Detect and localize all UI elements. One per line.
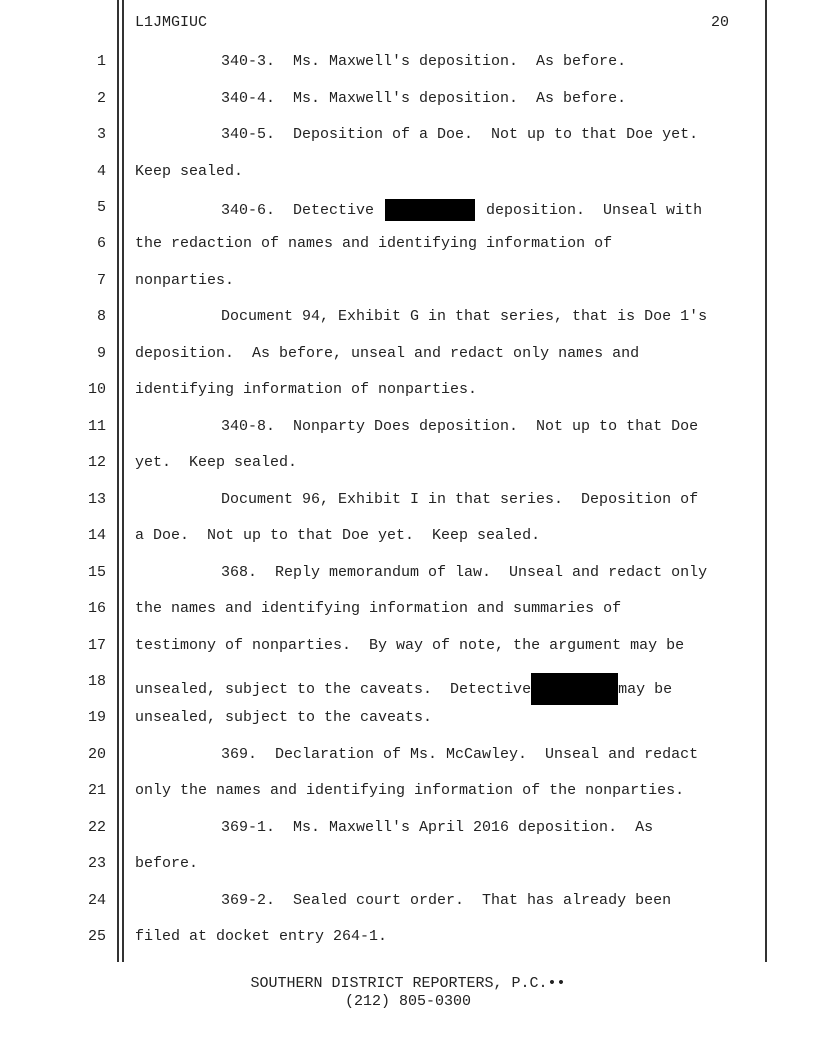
transcript-code: L1JMGIUC <box>135 14 208 31</box>
line-text: 369-2. Sealed court order. That has already been <box>221 892 672 909</box>
transcript-line <box>0 673 816 698</box>
line-text: the names and identifying information and summaries of <box>135 600 622 617</box>
transcript-line <box>0 272 816 292</box>
page-number: 20 <box>711 14 730 31</box>
line-number: 6 <box>96 235 106 252</box>
page-footer <box>0 975 816 1011</box>
line-text: 369-1. Ms. Maxwell's April 2016 deposition. As <box>221 819 654 836</box>
transcript-line <box>0 90 816 110</box>
line-text: filed at docket entry 264-1. <box>135 928 388 945</box>
line-text-after-redaction: deposition. Unseal with <box>477 201 703 219</box>
line-text: Document 94, Exhibit G in that series, that is Doe 1's <box>221 308 708 325</box>
line-number: 25 <box>87 928 106 945</box>
line-number: 5 <box>96 199 106 216</box>
line-text <box>221 199 702 221</box>
transcript-line <box>0 709 816 729</box>
transcript-line <box>0 600 816 620</box>
line-text: deposition. As before, unseal and redact only names and <box>135 345 640 362</box>
transcript-line <box>0 53 816 73</box>
line-number: 13 <box>87 491 106 508</box>
transcript-line <box>0 637 816 657</box>
line-text: only the names and identifying information of the nonparties. <box>135 782 685 799</box>
line-number: 9 <box>96 345 106 362</box>
line-number: 12 <box>87 454 106 471</box>
transcript-line <box>0 746 816 766</box>
transcript-line <box>0 199 816 219</box>
line-number: 11 <box>87 418 106 435</box>
line-number: 22 <box>87 819 106 836</box>
line-number: 8 <box>96 308 106 325</box>
line-text: Document 96, Exhibit I in that series. Deposition of <box>221 491 699 508</box>
line-text: 369. Declaration of Ms. McCawley. Unseal and redact <box>221 746 699 763</box>
redaction-box <box>385 199 475 221</box>
line-text: nonparties. <box>135 272 235 289</box>
line-number: 2 <box>96 90 106 107</box>
transcript-line <box>0 527 816 547</box>
transcript-line <box>0 345 816 365</box>
transcript-line <box>0 126 816 146</box>
line-text: 340-5. Deposition of a Doe. Not up to that Doe yet. <box>221 126 699 143</box>
line-text: before. <box>135 855 199 872</box>
transcript-line <box>0 454 816 474</box>
line-number: 18 <box>87 673 106 690</box>
line-number: 20 <box>87 746 106 763</box>
line-text: identifying information of nonparties. <box>135 381 478 398</box>
reporter-phone: (212) 805-0300 <box>344 993 472 1010</box>
line-text-before-redaction: unsealed, subject to the caveats. Detective <box>135 680 532 698</box>
line-number: 10 <box>87 381 106 398</box>
transcript-line <box>0 819 816 839</box>
line-text: a Doe. Not up to that Doe yet. Keep sealed. <box>135 527 541 544</box>
line-text-after-redaction: may be <box>618 680 673 698</box>
transcript-line <box>0 418 816 438</box>
line-text: 340-4. Ms. Maxwell's deposition. As before. <box>221 90 627 107</box>
line-text: 340-8. Nonparty Does deposition. Not up to that Doe <box>221 418 699 435</box>
line-number: 4 <box>96 163 106 180</box>
line-number: 3 <box>96 126 106 143</box>
transcript-line <box>0 235 816 255</box>
line-text: testimony of nonparties. By way of note, the argument may be <box>135 637 685 654</box>
line-number: 15 <box>87 564 106 581</box>
line-number: 19 <box>87 709 106 726</box>
line-number: 23 <box>87 855 106 872</box>
line-number: 14 <box>87 527 106 544</box>
line-number: 24 <box>87 892 106 909</box>
line-number: 7 <box>96 272 106 289</box>
transcript-line <box>0 491 816 511</box>
transcript-line <box>0 892 816 912</box>
line-text: yet. Keep sealed. <box>135 454 298 471</box>
line-number: 21 <box>87 782 106 799</box>
transcript-line <box>0 855 816 875</box>
transcript-line <box>0 381 816 401</box>
line-text: 368. Reply memorandum of law. Unseal and redact only <box>221 564 708 581</box>
transcript-line <box>0 163 816 183</box>
line-text: unsealed, subject to the caveats. <box>135 709 433 726</box>
line-number: 16 <box>87 600 106 617</box>
transcript-line <box>0 564 816 584</box>
reporter-name: SOUTHERN DISTRICT REPORTERS, P.C.•• <box>250 975 566 992</box>
line-number: 1 <box>96 53 106 70</box>
transcript-line <box>0 782 816 802</box>
line-number: 17 <box>87 637 106 654</box>
redaction-box <box>531 673 618 705</box>
line-text: Keep sealed. <box>135 163 244 180</box>
line-text: 340-3. Ms. Maxwell's deposition. As before. <box>221 53 627 70</box>
line-text-before-redaction: 340-6. Detective <box>221 201 384 219</box>
line-text: the redaction of names and identifying information of <box>135 235 613 252</box>
transcript-line <box>0 928 816 948</box>
line-text <box>135 673 672 705</box>
transcript-line <box>0 308 816 328</box>
